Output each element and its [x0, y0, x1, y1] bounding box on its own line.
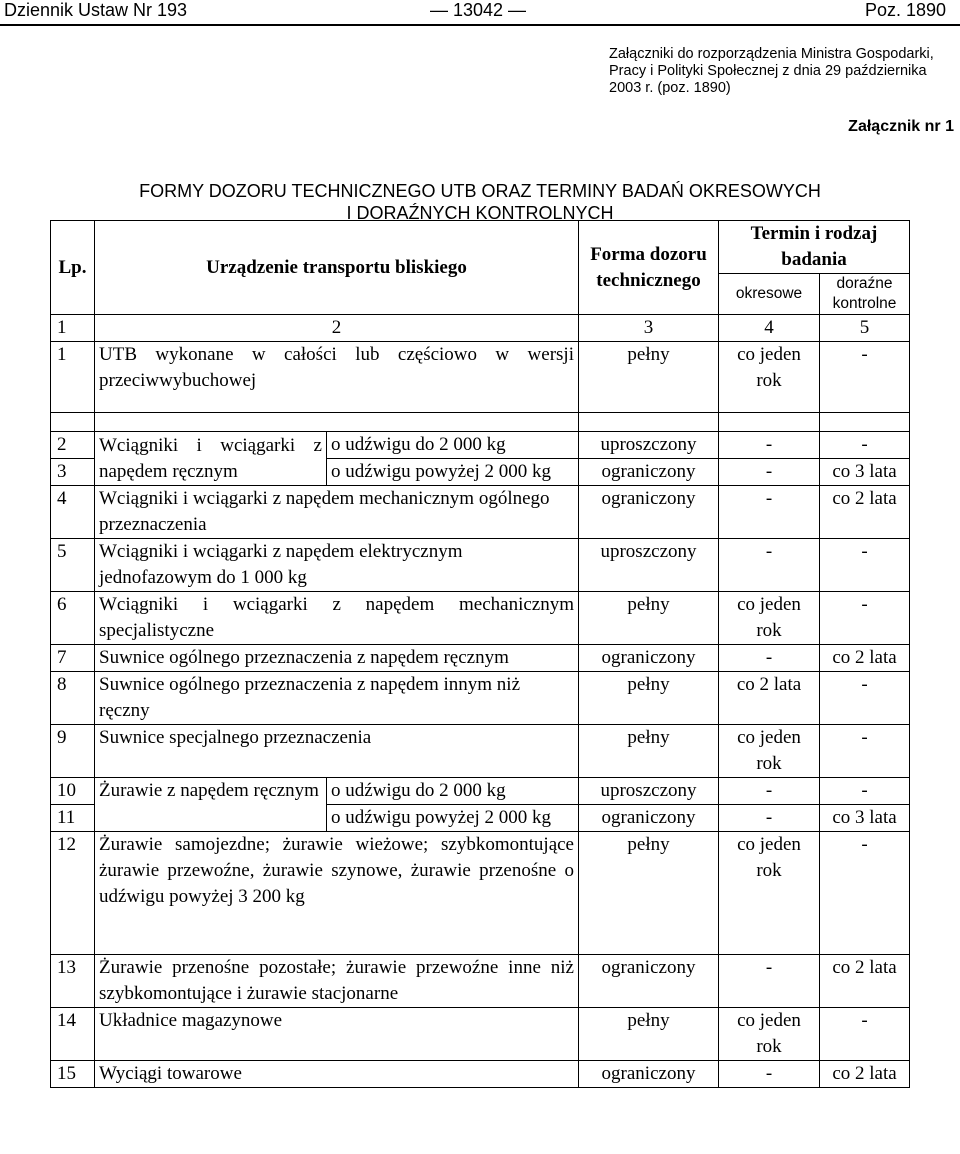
table-row: [51, 778, 910, 805]
spacer-row: [51, 413, 910, 432]
col-head-device: Urządzenie transportu bliskiego: [95, 221, 579, 315]
table-row: [51, 955, 910, 1008]
row-lp: 15: [51, 1061, 95, 1088]
inspection-table: [50, 220, 910, 1088]
table-row: [51, 1061, 910, 1088]
row-device: Żurawie z napędem ręcznym: [95, 778, 327, 832]
row-form: pełny: [579, 725, 719, 778]
row-form: pełny: [579, 592, 719, 645]
colnum: 3: [579, 315, 719, 342]
annex-note: Załączniki do rozporządzenia Ministra Gospodarki, Pracy i Polityki Społecznej z dnia 29 października 2003 r. (poz. 1890): [609, 46, 934, 96]
row-capacity: o udźwigu powyżej 2 000 kg: [327, 459, 579, 486]
row-periodic: co jeden rok: [719, 592, 820, 645]
row-lp: 11: [51, 805, 95, 832]
row-lp: 3: [51, 459, 95, 486]
table-row: [51, 342, 910, 413]
row-lp: 10: [51, 778, 95, 805]
col-head-term: Termin i rodzaj badania: [719, 221, 910, 274]
table-row: [51, 432, 910, 459]
row-adhoc: co 3 lata: [820, 805, 910, 832]
row-adhoc: -: [820, 725, 910, 778]
table-row: [51, 645, 910, 672]
table-row: [51, 486, 910, 539]
table-row: [51, 539, 910, 592]
row-device: Układnice magazynowe: [95, 1008, 579, 1061]
row-periodic: -: [719, 432, 820, 459]
row-adhoc: -: [820, 539, 910, 592]
row-periodic: -: [719, 539, 820, 592]
row-capacity: o udźwigu do 2 000 kg: [327, 432, 579, 459]
row-adhoc: -: [820, 1008, 910, 1061]
row-adhoc: -: [820, 778, 910, 805]
row-lp: 1: [51, 342, 95, 413]
header-rule: [0, 24, 960, 26]
annex-label: Załącznik nr 1: [848, 118, 954, 135]
row-adhoc: co 2 lata: [820, 486, 910, 539]
row-adhoc: co 3 lata: [820, 459, 910, 486]
row-periodic: co jeden rok: [719, 1008, 820, 1061]
row-adhoc: -: [820, 592, 910, 645]
colnum: 5: [820, 315, 910, 342]
row-lp: 7: [51, 645, 95, 672]
col-head-adhoc: doraźne kontrolne: [820, 274, 910, 315]
row-adhoc: co 2 lata: [820, 1061, 910, 1088]
row-device: UTB wykonane w całości lub częściowo w wersji przeciwwybuchowej: [95, 342, 579, 413]
row-form: uproszczony: [579, 539, 719, 592]
colnum: 1: [51, 315, 95, 342]
row-adhoc: -: [820, 432, 910, 459]
document-title-line1: FORMY DOZORU TECHNICZNEGO UTB ORAZ TERMINY BADAŃ OKRESOWYCH: [139, 181, 821, 201]
row-capacity: o udźwigu do 2 000 kg: [327, 778, 579, 805]
row-device: Żurawie samojezdne; żurawie wieżowe; szybkomontujące żurawie przewoźne, żurawie szynowe, żurawie przenośne o udźwigu powyżej 3 200 kg: [95, 832, 579, 955]
col-head-periodic: okresowe: [719, 274, 820, 315]
row-adhoc: -: [820, 832, 910, 955]
row-form: ograniczony: [579, 955, 719, 1008]
row-lp: 8: [51, 672, 95, 725]
row-adhoc: co 2 lata: [820, 645, 910, 672]
col-head-form: Forma dozoru technicznego: [579, 221, 719, 315]
row-form: pełny: [579, 1008, 719, 1061]
row-periodic: -: [719, 486, 820, 539]
document-title-line2: I DORAŹNYCH KONTROLNYCH: [346, 203, 614, 223]
colnum: 2: [95, 315, 579, 342]
row-device: Wyciągi towarowe: [95, 1061, 579, 1088]
row-periodic: -: [719, 955, 820, 1008]
row-device: Suwnice ogólnego przeznaczenia z napędem innym niż ręczny: [95, 672, 579, 725]
row-form: pełny: [579, 672, 719, 725]
row-lp: 5: [51, 539, 95, 592]
row-lp: 12: [51, 832, 95, 955]
row-form: pełny: [579, 342, 719, 413]
row-lp: 4: [51, 486, 95, 539]
table-row: [51, 725, 910, 778]
row-periodic: co jeden rok: [719, 832, 820, 955]
row-device: Suwnice specjalnego przeznaczenia: [95, 725, 579, 778]
row-periodic: co jeden rok: [719, 342, 820, 413]
row-form: uproszczony: [579, 432, 719, 459]
row-capacity: o udźwigu powyżej 2 000 kg: [327, 805, 579, 832]
row-device: Wciągniki i wciągarki z napędem mechanicznym specjalistyczne: [95, 592, 579, 645]
row-device: Wciągniki i wciągarki z napędem elektrycznym jednofazowym do 1 000 kg: [95, 539, 579, 592]
table-row: [51, 832, 910, 955]
row-periodic: -: [719, 459, 820, 486]
row-lp: 6: [51, 592, 95, 645]
row-adhoc: co 2 lata: [820, 955, 910, 1008]
row-lp: 14: [51, 1008, 95, 1061]
row-periodic: co 2 lata: [719, 672, 820, 725]
header-row: [51, 221, 910, 274]
row-form: ograniczony: [579, 486, 719, 539]
row-adhoc: -: [820, 342, 910, 413]
row-device: Żurawie przenośne pozostałe; żurawie przewoźne inne niż szybkomontujące i żurawie stacjonarne: [95, 955, 579, 1008]
row-periodic: -: [719, 645, 820, 672]
row-adhoc: -: [820, 672, 910, 725]
colnum: 4: [719, 315, 820, 342]
row-periodic: -: [719, 778, 820, 805]
row-form: ograniczony: [579, 1061, 719, 1088]
table-row: [51, 592, 910, 645]
column-number-row: [51, 315, 910, 342]
row-lp: 9: [51, 725, 95, 778]
journal-name: Dziennik Ustaw Nr 193: [4, 0, 188, 20]
row-form: ograniczony: [579, 459, 719, 486]
position-number: Poz. 1890: [864, 0, 946, 20]
row-periodic: -: [719, 1061, 820, 1088]
row-lp: 2: [51, 432, 95, 459]
row-device: Suwnice ogólnego przeznaczenia z napędem ręcznym: [95, 645, 579, 672]
table-row: [51, 672, 910, 725]
row-form: ograniczony: [579, 645, 719, 672]
row-form: uproszczony: [579, 778, 719, 805]
row-lp: 13: [51, 955, 95, 1008]
page-number: — 13042 —: [430, 0, 527, 20]
row-device: Wciągniki i wciągarki z napędem ręcznym: [95, 432, 327, 486]
col-head-lp: Lp.: [51, 221, 95, 315]
row-form: pełny: [579, 832, 719, 955]
row-periodic: -: [719, 805, 820, 832]
row-device: Wciągniki i wciągarki z napędem mechanicznym ogólnego przeznaczenia: [95, 486, 579, 539]
table-row: [51, 1008, 910, 1061]
row-form: ograniczony: [579, 805, 719, 832]
row-periodic: co jeden rok: [719, 725, 820, 778]
